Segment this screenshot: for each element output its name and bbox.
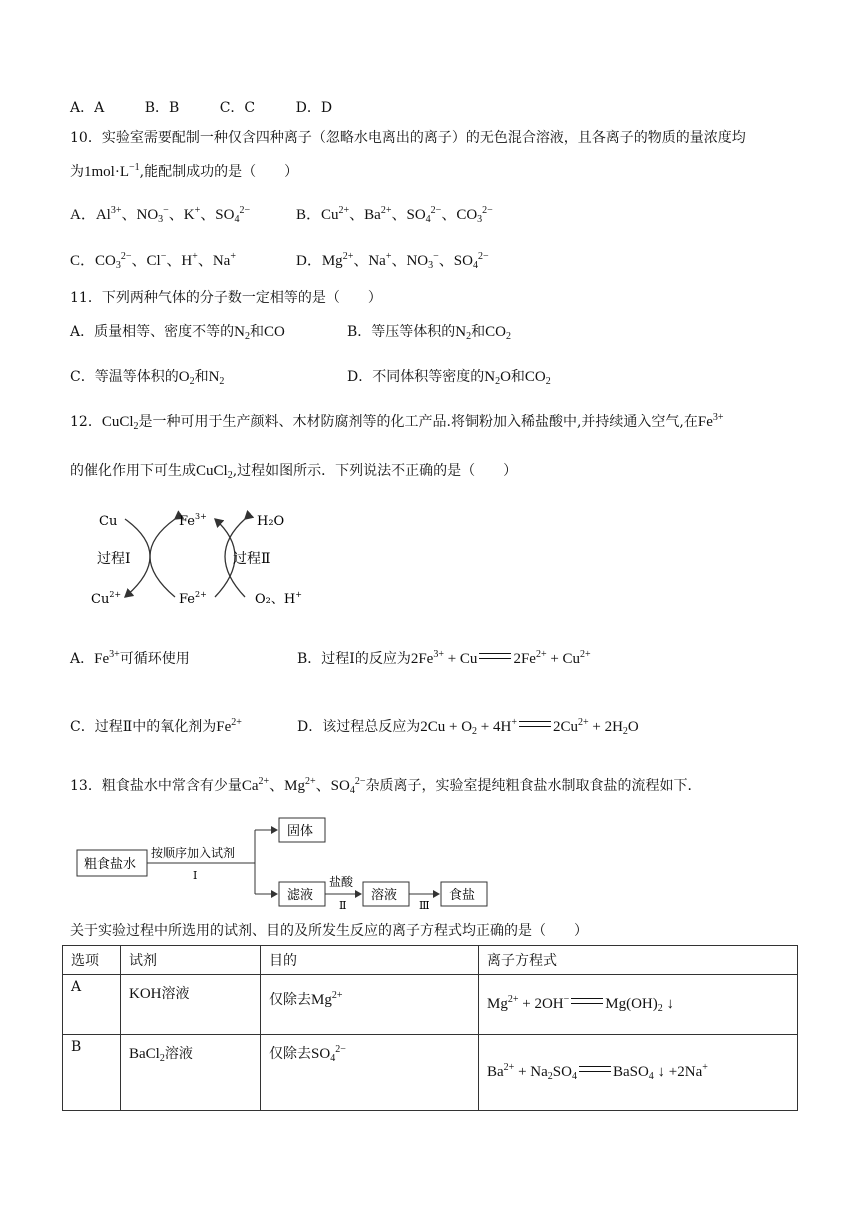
q10-option-a: A．$Al^{3+}$、$NO_3^-$、K+、$SO_4^{2-}$ (70, 205, 251, 225)
flow-step1-num: Ⅰ (193, 869, 198, 882)
q11-option-b: B．等压等体积的$N_2$和$CO_2$ (347, 324, 511, 342)
q11-option-d: D．不同体积等密度的$N_2O$和$CO_2$ (347, 369, 551, 387)
prev-option-a: A．A (70, 100, 105, 116)
q13-stem: 13．粗食盐水中常含有少量$Ca^{2+}$、$Mg^{2+}$、$SO_4^{2-}$杂质离子，实验室提纯粗食盐水制取食盐的流程如下． (70, 776, 702, 796)
q13-flowchart (75, 812, 495, 912)
q11-option-a: A．质量相等、密度不等的$N_2$和CO (70, 324, 285, 342)
q12-option-d: D．该过程总反应为$2Cu + O_2 + 4H^+$ $2Cu^{2+} + 2H_2O$ (297, 717, 639, 737)
q10-stem-line2 (70, 162, 298, 182)
q12-process-diagram (85, 505, 315, 610)
diagram-cu: Cu (99, 514, 118, 529)
flow-solid: 固体 (287, 824, 314, 839)
table-cell-option: B (63, 1035, 121, 1111)
flow-step2-num: Ⅱ (339, 899, 347, 912)
q13-question: 关于实验过程中所选用的试剂、目的及所发生反应的离子方程式均正确的是（ ） (70, 923, 588, 939)
prev-options (70, 98, 332, 118)
flow-step1: 按顺序加入试剂 (151, 846, 236, 860)
q11-option-c: C．等温等体积的$O_2$和$N_2$ (70, 369, 225, 387)
table-header: 目的 (261, 946, 479, 975)
q13-table (62, 945, 798, 1111)
diagram-process-2: 过程Ⅱ (233, 551, 271, 567)
table-cell-reagent: KOH溶液 (121, 975, 261, 1035)
flow-step3-num: Ⅲ (419, 899, 430, 912)
table-cell-purpose: 仅除去$SO_4^{2-}$ (261, 1035, 479, 1111)
diagram-o2-h: O₂、H+ (255, 590, 302, 607)
table-header: 选项 (63, 946, 121, 975)
diagram-h2o: H₂O (257, 514, 285, 529)
q12-stem-line2: 的催化作用下可生成CuCl$_2$,过程如图所示．下列说法不正确的是（ ） (70, 463, 518, 481)
q10-option-c: C．$CO_3^{2-}$、Cl−、H+、Na+ (70, 251, 236, 271)
flow-hcl: 盐酸 (329, 875, 354, 889)
arc-process-1-fe (150, 519, 175, 597)
diagram-fe3: $Fe^{3+}$ (179, 512, 207, 529)
diagram-process-1: 过程Ⅰ (97, 551, 131, 567)
table-row (63, 975, 798, 1035)
q10-stem-tail: ,能配制成功的是（ ） (139, 164, 299, 180)
diagram-cu2: $Cu^{2+}$ (91, 590, 122, 607)
prev-option-c: C．C (219, 100, 256, 116)
table-header-row (63, 946, 798, 975)
flow-solution: 溶液 (371, 888, 398, 903)
table-cell-reagent: BaCl$_2$溶液 (121, 1035, 261, 1111)
q10-unit: $1mol\cdot L^{-1}$ (84, 162, 140, 180)
table-cell-option: A (63, 975, 121, 1035)
table-header: 试剂 (121, 946, 261, 975)
q12-option-b: B．过程Ⅰ的反应为$2Fe^{3+} + Cu$ $2Fe^{2+} + Cu^{2+}$ (297, 649, 591, 667)
table-header: 离子方程式 (479, 946, 798, 975)
table-cell-equation: $Ba^{2+} + Na_2SO_4$ BaSO$_4$ ↓ +2Na+ (479, 1035, 798, 1111)
table-cell-purpose: 仅除去$Mg^{2+}$ (261, 975, 479, 1035)
table-row (63, 1035, 798, 1111)
q10-stem-text: 为 (70, 164, 84, 180)
prev-option-b: B．B (144, 100, 180, 116)
q10-option-d: D．$Mg^{2+}$、Na+、$NO_3^-$、$SO_4^{2-}$ (296, 251, 489, 271)
flow-crude: 粗食盐水 (84, 857, 137, 872)
q12-option-a: A．$Fe^{3+}$可循环使用 (70, 649, 190, 667)
prev-option-d: D．D (295, 100, 333, 116)
table-cell-equation: $Mg^{2+} + 2OH^-$ $Mg(OH)_2$ ↓ (479, 975, 798, 1035)
q10-stem-line1: 10．实验室需要配制一种仅含四种离子（忽略水电离出的离子）的无色混合溶液，且各离子的物质的量浓度均 (70, 130, 746, 146)
flow-salt: 食盐 (449, 888, 476, 903)
q11-stem: 11．下列两种气体的分子数一定相等的是（ ） (70, 290, 382, 306)
flow-filtrate: 滤液 (287, 888, 314, 903)
q10-option-b: B．$Cu^{2+}$、$Ba^{2+}$、$SO_4^{2-}$、$CO_3^{2-}$ (296, 205, 493, 225)
q12-stem-line1: 12．CuCl$_2$是一种可用于生产颜料、木材防腐剂等的化工产品.将铜粉加入稀盐酸中,并持续通入空气,在$Fe^{3+}$ (70, 412, 724, 432)
q12-option-c: C．过程Ⅱ中的氧化剂为$Fe^{2+}$ (70, 717, 242, 735)
diagram-fe2: $Fe^{2+}$ (179, 590, 207, 607)
